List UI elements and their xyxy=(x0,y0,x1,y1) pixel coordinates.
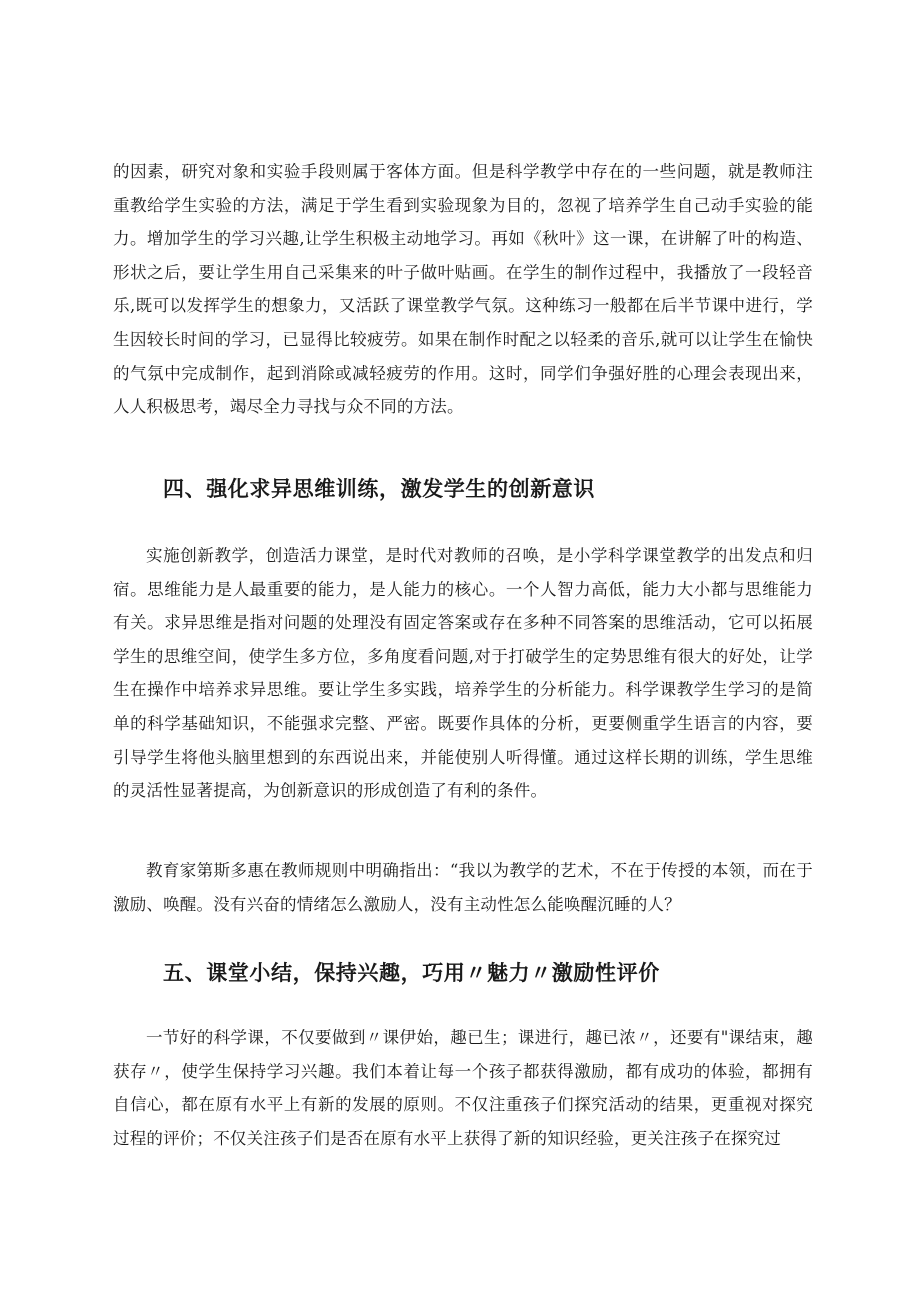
body-paragraph-4: 一节好的科学课，不仅要做到〃课伊始，趣已生；课进行，趣已浓〃，还要有"课结束，趣获存〃，使学生保持学习兴趣。我们本着让每一个孩子都获得激励，都有成功的体验，都拥有自信心，都在原有水平上有新的发展的原则。不仅注重孩子们探究活动的结果，更重视对探究过程的评价；不仅关注孩子们是否在原有水平上获得了新的知识经验，更关注孩子在探究过 xyxy=(113,1028,813,1148)
section-heading-4: 四、强化求异思维训练，激发学生的创新意识 xyxy=(163,476,595,501)
body-paragraph-3: 教育家第斯多惠在教师规则中明确指出：“我以为教学的艺术，不在于传授的本领，而在于激励、唤醒。没有兴奋的情绪怎么激励人，没有主动性怎么能唤醒沉睡的人？ xyxy=(113,861,813,914)
section-heading-5: 五、课堂小结，保持兴趣，巧用〃魅力〃激励性评价 xyxy=(163,960,660,985)
body-paragraph-2: 实施创新教学，创造活力课堂，是时代对教师的召唤，是小学科学课堂教学的出发点和归宿。思维能力是人最重要的能力，是人能力的核心。一个人智力高低，能力大小都与思维能力有关。求异思维是指对问题的处理没有固定答案或存在多种不同答案的思维活动，它可以拓展学生的思维空间，使学生多方位，多角度看问题,对于打破学生的定势思维有很大的好处，让学生在操作中培养求异思维。要让学生多实践，培养学生的分析能力。科学课教学生学习的是简单的科学基础知识，不能强求完整、严密。既要作具体的分析，更要侧重学生语言的内容，要引导学生将他头脑里想到的东西说出来，并能使别人听得懂。通过这样长期的训练，学生思维的灵活性显著提高，为创新意识的形成创造了有利的条件。 xyxy=(113,546,813,801)
body-paragraph-1: 的因素，研究对象和实验手段则属于客体方面。但是科学教学中存在的一些问题，就是教师注重教给学生实验的方法，满足于学生看到实验现象为目的，忽视了培养学生自己动手实验的能力。增加学生的学习兴趣,让学生积极主动地学习。再如《秋叶》这一课，在讲解了叶的构造、形状之后，要让学生用自己采集来的叶子做叶贴画。在学生的制作过程中，我播放了一段轻音乐,既可以发挥学生的想象力，又活跃了课堂教学气氛。这种练习一般都在后半节课中进行，学生因较长时间的学习，已显得比较疲劳。如果在制作时配之以轻柔的音乐,就可以让学生在愉快的气氛中完成制作，起到消除或减轻疲劳的作用。这时，同学们争强好胜的心理会表现出来，人人积极思考，竭尽全力寻找与众不同的方法。 xyxy=(113,162,813,417)
